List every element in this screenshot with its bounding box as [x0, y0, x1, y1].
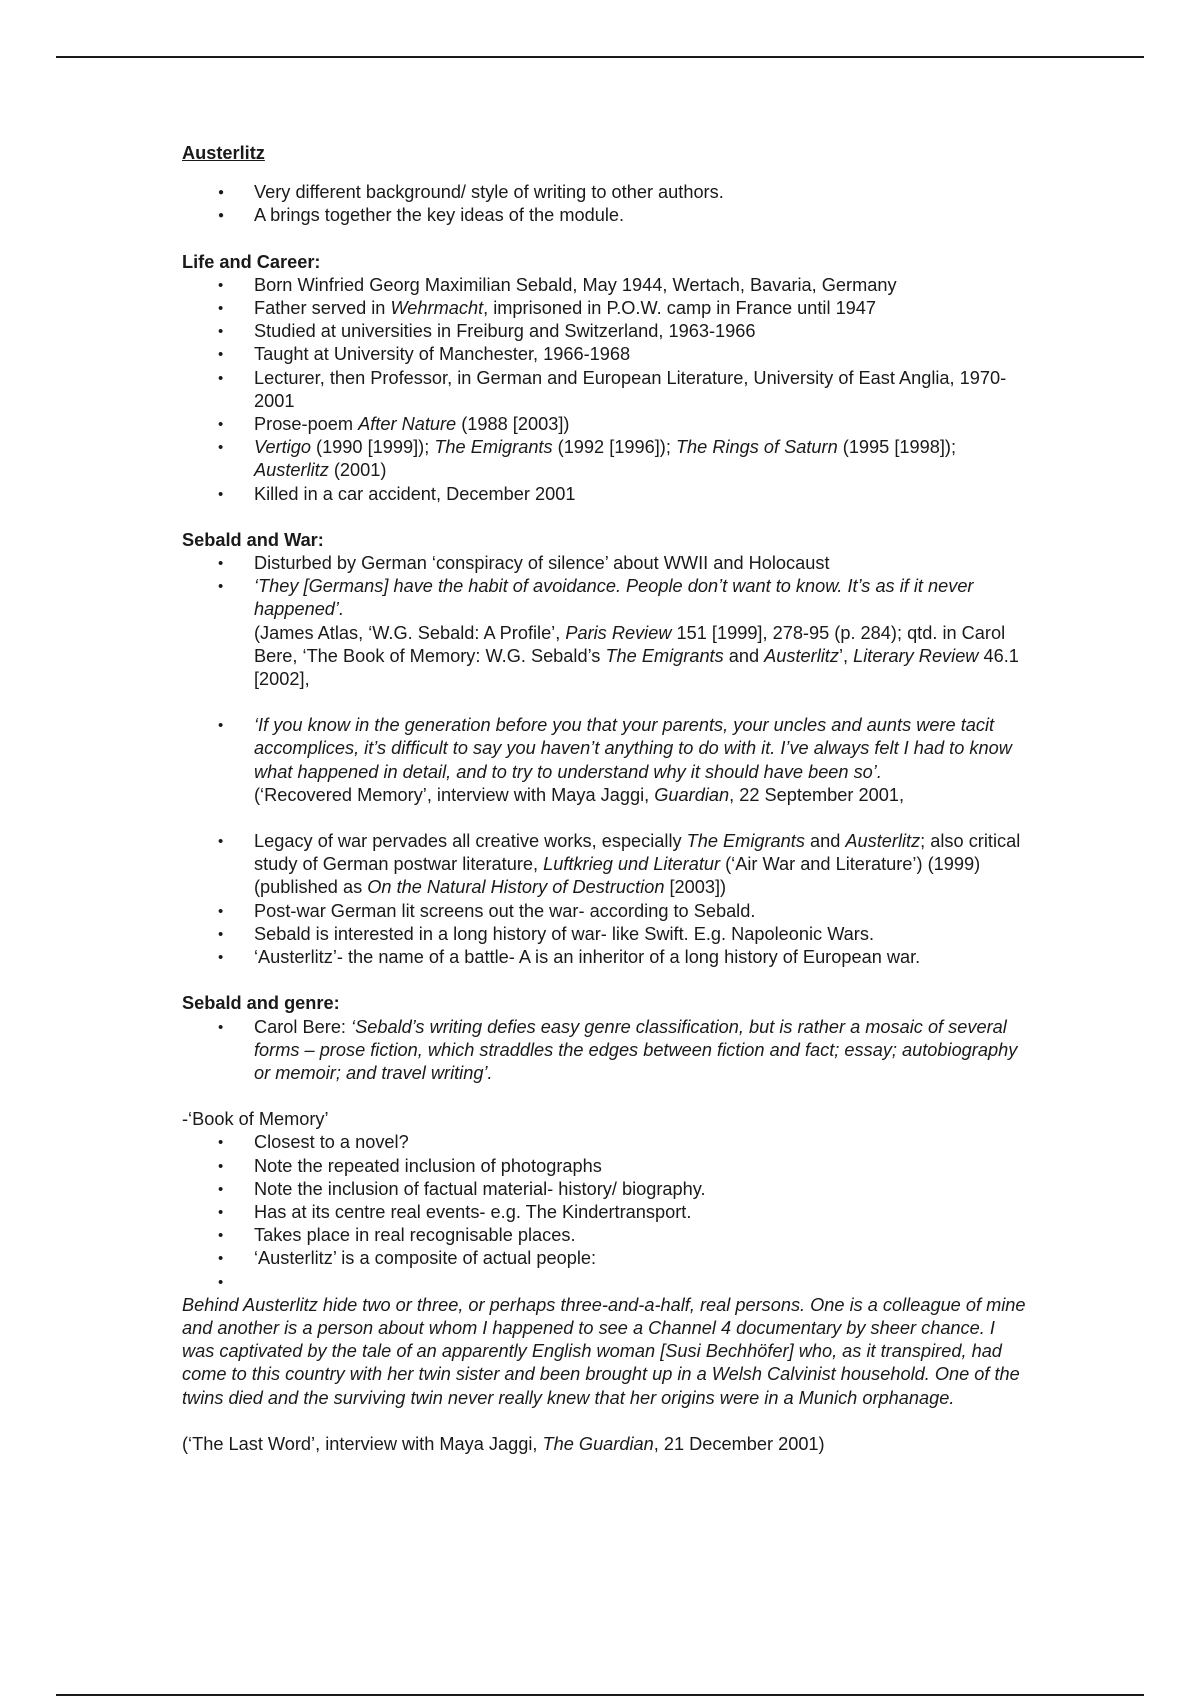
list-item: • Born Winfried Georg Maximilian Sebald, May 1944, Wertach, Bavaria, Germany [182, 274, 1032, 297]
quote-text: ‘If you know in the generation before you that your parents, your uncles and aunts were tacit accomplices, it’s difficult to say you haven’t anything to do with it. I’ve always felt I had to know what happened in detail, and to try to understand why it should have been so’. [254, 715, 1012, 782]
list-item: • Sebald is interested in a long history of war- like Swift. E.g. Napoleonic Wars. [182, 923, 1032, 946]
list-item: • Legacy of war pervades all creative works, especially The Emigrants and Austerlitz; also critical study of German postwar literature, Luftkrieg und Literatur (‘Air War and Literature’) (1999) (published as On the Natural History of Destruction [2003]) [182, 830, 1032, 900]
list-item: • Carol Bere: ‘Sebald’s writing defies easy genre classification, but is rather a mosaic of several forms – prose fiction, which straddles the edges between fiction and fact; essay; autobiography or memoir; and travel writing’. [182, 1016, 1032, 1086]
list-item: • Studied at universities in Freiburg and Switzerland, 1963-1966 [182, 320, 1032, 343]
section-heading-memory: -‘Book of Memory’ [182, 1109, 329, 1130]
memory-list [182, 1131, 1032, 1293]
list-item: • Post-war German lit screens out the war- according to Sebald. [182, 900, 1032, 923]
list-item: • ‘If you know in the generation before you that your parents, your uncles and aunts were tacit accomplices, it’s difficult to say you haven’t anything to do with it. I’ve always felt I had to know what happened in detail, and to try to understand why it should have been so’. (‘Recovered Memory’, interview with Maya Jaggi, Guardian, 22 September 2001, [182, 714, 1032, 807]
list-item: • Note the repeated inclusion of photographs [182, 1155, 1032, 1178]
page-title: Austerlitz [182, 143, 265, 163]
list-item: • Has at its centre real events- e.g. The Kindertransport. [182, 1201, 1032, 1224]
list-item: • Closest to a novel? [182, 1131, 1032, 1154]
section-heading-genre: Sebald and genre: [182, 993, 340, 1014]
list-item: ● A brings together the key ideas of the module. [182, 204, 1032, 227]
list-item: • Vertigo (1990 [1999]); The Emigrants (1992 [1996]); The Rings of Saturn (1995 [1998]); Austerlitz (2001) [182, 436, 1032, 482]
war-list [182, 552, 1032, 969]
spacer [182, 691, 1032, 714]
quote-citation: (‘The Last Word’, interview with Maya Jaggi, The Guardian, 21 December 2001) [182, 1433, 825, 1454]
list-item: • Killed in a car accident, December 2001 [182, 483, 1032, 506]
list-item: • ‘Austerlitz’- the name of a battle- A is an inheritor of a long history of European war. [182, 946, 1032, 969]
genre-list [182, 1016, 1032, 1086]
empty-list-item [182, 1271, 1032, 1294]
header-rule [56, 56, 1144, 58]
list-item: ● Very different background/ style of writing to other authors. [182, 181, 1032, 204]
quote-text: ‘They [Germans] have the habit of avoidance. People don’t want to know. It’s as if it never happened’. [254, 576, 974, 620]
list-item: • Lecturer, then Professor, in German and European Literature, University of East Anglia, 1970-2001 [182, 367, 1032, 413]
document-body [182, 142, 1032, 1456]
intro-list [182, 181, 1032, 227]
list-item: • Prose-poem After Nature (1988 [2003]) [182, 413, 1032, 436]
list-item: • ‘They [Germans] have the habit of avoidance. People don’t want to know. It’s as if it never happened’. (James Atlas, ‘W.G. Sebald: A Profile’, Paris Review 151 [1999], 278-95 (p. 284); qtd. in Carol Bere, ‘The Book of Memory: W.G. Sebald’s The Emigrants and Austerlitz’, Literary Review 46.1 [2002], [182, 575, 1032, 691]
list-item: • Father served in Wehrmacht, imprisoned in P.O.W. camp in France until 1947 [182, 297, 1032, 320]
list-item: • Taught at University of Manchester, 1966-1968 [182, 343, 1032, 366]
section-heading-life: Life and Career: [182, 251, 321, 272]
list-item: • ‘Austerlitz’ is a composite of actual people: [182, 1247, 1032, 1270]
list-item: • Note the inclusion of factual material- history/ biography. [182, 1178, 1032, 1201]
block-quote: Behind Austerlitz hide two or three, or perhaps three-and-a-half, real persons. One is a colleague of mine and another is a person about whom I happened to see a Channel 4 documentary by sheer chance. I was captivated by the tale of an apparently English woman [Susi Bechhöfer] who, as it transpired, had come to this country with her twin sister and been brought up in a Welsh Calvinist household. One of the twins died and the surviving twin never really knew that her origins were in a Munich orphanage. [182, 1294, 1026, 1408]
section-heading-war: Sebald and War: [182, 529, 324, 550]
footer-rule [56, 1694, 1144, 1696]
list-item: • Disturbed by German ‘conspiracy of silence’ about WWII and Holocaust [182, 552, 1032, 575]
spacer [182, 807, 1032, 830]
list-item: • Takes place in real recognisable places. [182, 1224, 1032, 1247]
life-list [182, 274, 1032, 506]
